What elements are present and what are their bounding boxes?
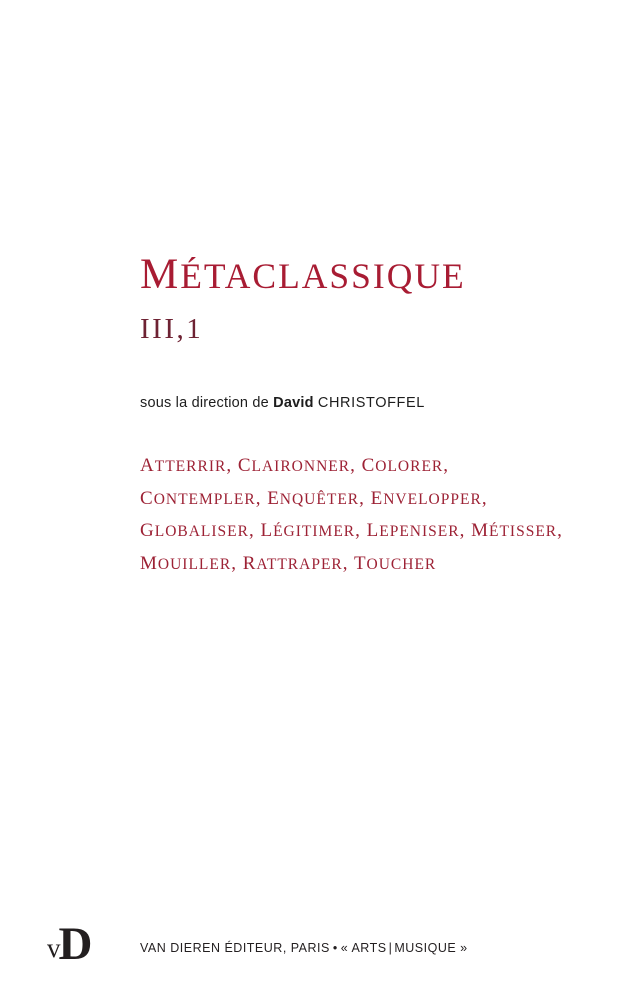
keyword-text: LÉGITIMER — [260, 520, 356, 541]
keyword-item — [140, 455, 226, 476]
imprint-pipe: | — [388, 941, 393, 955]
keyword-separator: , — [342, 552, 349, 574]
keyword-separator: , — [231, 552, 237, 574]
keyword-item — [243, 553, 343, 574]
publisher-imprint — [140, 941, 468, 955]
keyword-text: ENQUÊTER — [267, 487, 360, 509]
keyword-separator: , — [481, 487, 488, 509]
keyword-text: CLAIRONNER — [237, 455, 351, 476]
keyword-item — [140, 488, 256, 509]
keyword-text: CONTEMPLER — [140, 487, 256, 509]
keyword-item — [471, 520, 557, 541]
keyword-separator: , — [359, 487, 365, 509]
editor-credit — [140, 395, 425, 411]
publisher-name: VAN DIEREN ÉDITEUR, PARIS — [140, 941, 330, 955]
keyword-item — [371, 488, 482, 509]
keyword-separator: , — [459, 520, 466, 541]
keyword-list — [140, 450, 590, 580]
keyword-line — [140, 548, 590, 581]
keyword-separator: , — [443, 455, 450, 476]
keyword-line — [140, 515, 590, 548]
collection-name-close: MUSIQUE » — [394, 941, 468, 955]
keyword-item — [367, 520, 460, 541]
keyword-separator: , — [355, 520, 361, 541]
keyword-item — [140, 553, 231, 574]
logo-letter-v: v — [47, 933, 59, 963]
keyword-separator: , — [557, 520, 563, 541]
keyword-text: COLORER — [361, 455, 444, 476]
volume-number: III,1 — [140, 313, 204, 346]
keyword-line — [140, 483, 590, 516]
keyword-item — [238, 455, 350, 476]
page-title — [140, 252, 580, 297]
keyword-text: LEPENISER — [366, 520, 460, 541]
keyword-item — [362, 455, 444, 476]
title-initial: M — [140, 251, 181, 298]
editor-first-name: David — [273, 395, 314, 411]
keyword-text: MOUILLER — [140, 552, 232, 574]
publisher-logo — [47, 918, 93, 970]
imprint-separator: • — [332, 941, 338, 955]
keyword-text: ATTERRIR — [140, 455, 227, 476]
keyword-item — [354, 553, 436, 574]
keyword-item — [260, 520, 355, 541]
keyword-separator: , — [255, 487, 262, 509]
editor-last-name: CHRISTOFFEL — [317, 395, 425, 411]
keyword-item — [140, 520, 249, 541]
keyword-text: TOUCHER — [353, 552, 437, 574]
keyword-separator: , — [248, 520, 255, 541]
keyword-text: ENVELOPPER — [370, 487, 482, 509]
keyword-text: GLOBALISER — [140, 520, 249, 541]
keyword-separator: , — [226, 455, 233, 476]
editor-credit-prefix: sous la direction de — [140, 395, 269, 411]
logo-letter-d: D — [58, 918, 93, 970]
collection-name-open: « ARTS — [340, 941, 387, 955]
keyword-separator: , — [350, 455, 356, 476]
title-block — [140, 252, 580, 346]
keyword-text: MÉTISSER — [471, 520, 558, 541]
title-remainder: ÉTACLASSIQUE — [180, 256, 466, 296]
keyword-item — [267, 488, 359, 509]
keyword-text: RATTRAPER — [242, 552, 343, 574]
cover-footer — [0, 914, 623, 974]
keyword-line — [140, 450, 590, 483]
